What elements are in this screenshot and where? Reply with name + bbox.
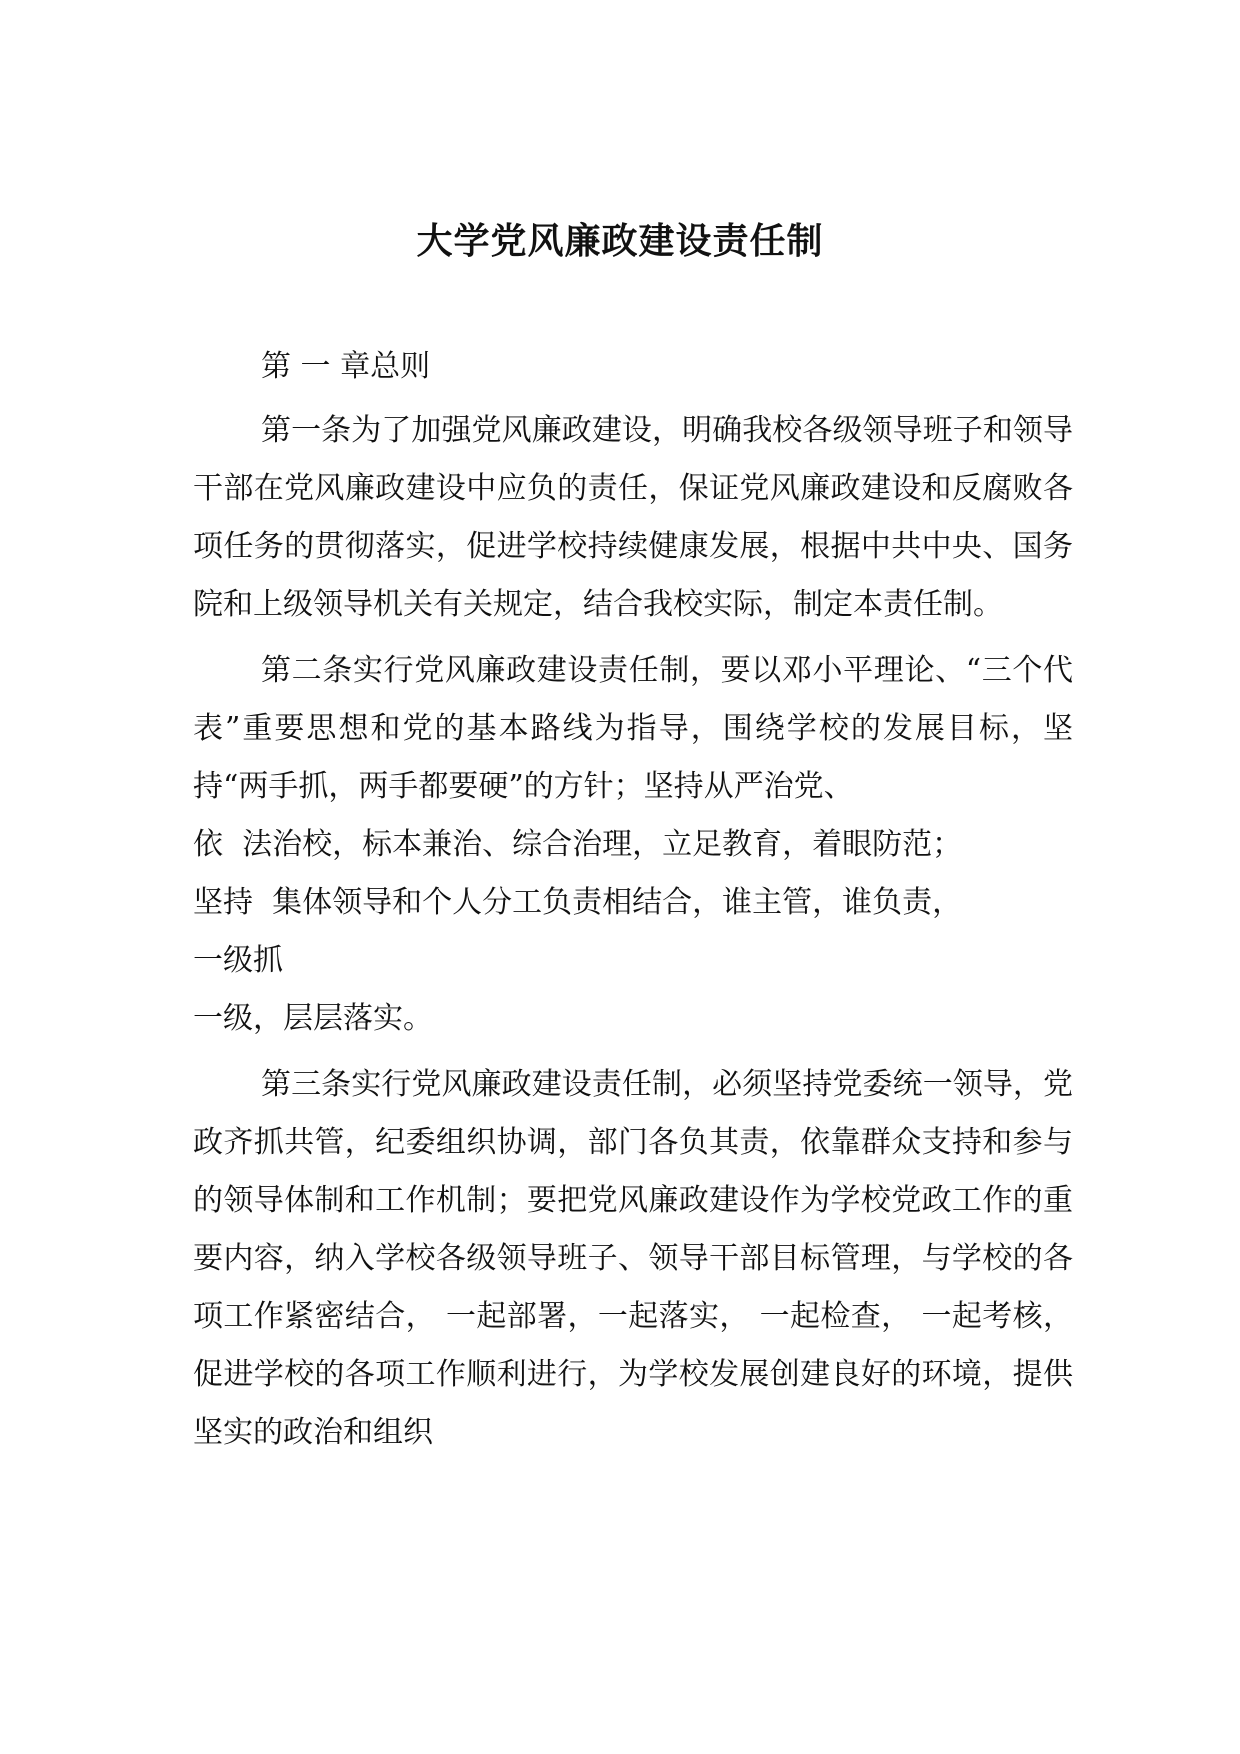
article-2-main: 第二条实行党风廉政建设责任制，要以邓小平理论、“三个代表”重要思想和党的基本路线为指导，围绕学校的发展目标，坚持“两手抓，两手都要硬”的方针；坚持从严治党、 <box>193 653 1073 804</box>
article-1: 第一条为了加强党风廉政建设，明确我校各级领导班子和领导干部在党风廉政建设中应负的责任，保证党风廉政建设和反腐败各项任务的贯彻落实，促进学校持续健康发展，根据中共中央、国务院和上级领导机关有关规定，结合我校实际，制定本责任制。 <box>193 413 1073 622</box>
article-2-line: 依 法治校，标本兼治、综合治理，立足教育，着眼防范； <box>193 827 963 862</box>
document-title: 大学党风廉政建设责任制 <box>416 221 824 262</box>
article-3: 第三条实行党风廉政建设责任制，必须坚持党委统一领导，党政齐抓共管，纪委组织协调，部门各负其责，依靠群众支持和参与的领导体制和工作机制；要把党风廉政建设作为学校党政工作的重要内容，纳入学校各级领导班子、领导干部目标管理，与学校的各项工作紧密结合， 一起部署，一起落实， 一起检查， 一起考核，促进学校的各项工作顺利进行，为学校发展创建良好的环境，提供坚实的政治和组织 <box>193 1067 1073 1450</box>
article-2-line: 一级，层层落实。 <box>193 1001 433 1036</box>
chapter-heading: 第 一 章总则 <box>261 349 431 384</box>
article-2-line: 坚持 集体领导和个人分工负责相结合，谁主管，谁负责， <box>193 885 963 920</box>
document-body <box>193 338 1073 1462</box>
article-2-line: 一级抓 <box>193 943 283 978</box>
